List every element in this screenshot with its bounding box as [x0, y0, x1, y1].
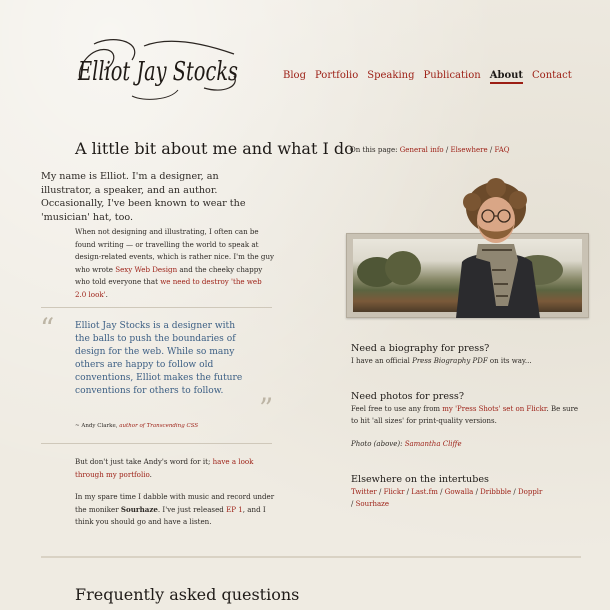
samantha-cliffe-link[interactable]: Samantha Cliffe: [404, 440, 462, 448]
separator: /: [511, 488, 519, 496]
portfolio-link[interactable]: have a look through my portfolio: [75, 457, 254, 479]
intro-paragraph: My name is Elliot. I'm a designer, an illustrator, a speaker, and an author. Occasionally, I've been known to wear the 'musician' hat, too.: [41, 171, 246, 223]
writing-text-2: and the cheeky chappy who told everyone that: [75, 264, 263, 287]
logo-text: Elliot Jay Stocks: [77, 57, 238, 87]
sourhaze-link[interactable]: Sourhaze: [355, 500, 389, 508]
nav-contact[interactable]: Contact: [532, 70, 572, 81]
jump-general-info[interactable]: General info: [399, 146, 444, 154]
faq-heading: Frequently asked questions: [75, 585, 300, 604]
separator: /: [443, 146, 451, 154]
biography-text-2: on its way...: [487, 357, 532, 365]
press-photos-text: [351, 403, 586, 427]
jump-elsewhere[interactable]: Elsewhere: [450, 146, 488, 154]
elsewhere-links: [351, 486, 586, 510]
press-photos-text-1: Feel free to use any from: [351, 405, 443, 413]
portrait-person: [452, 178, 542, 318]
music-text-3: , and I think you should go and have a listen.: [75, 504, 266, 527]
separator: /: [487, 146, 495, 154]
separator: /: [351, 500, 356, 508]
photo-credit: [351, 438, 586, 450]
separator: /: [376, 488, 384, 496]
lastfm-link[interactable]: Last.fm: [411, 488, 438, 496]
person-illustration-icon: [452, 178, 542, 318]
press-biography-pdf: Press Biography PDF: [412, 357, 488, 365]
separator: /: [404, 488, 412, 496]
biography-text-1: I have an official: [351, 357, 413, 365]
logo-script-icon: [74, 36, 242, 102]
flickr-link[interactable]: Flickr: [383, 488, 405, 496]
portfolio-text-2: .: [149, 469, 152, 479]
writing-text-1: When not designing and illustrating, I often can be found writing — or travelling the world to speak at design-related events, which is rather nice. I'm the guy who wrote: [75, 227, 275, 274]
section-divider: [41, 556, 581, 558]
music-text-1: In my spare time I dabble with music and record under the moniker: [75, 492, 275, 514]
photo-credit-label: Photo (above):: [351, 440, 405, 448]
gowalla-link[interactable]: Gowalla: [444, 488, 474, 496]
press-photos-heading: Need photos for press?: [351, 391, 464, 402]
writing-paragraph: [75, 226, 275, 302]
flickr-press-shots-link[interactable]: my 'Press Shots' set on Flickr: [442, 405, 547, 413]
quote-citation: [75, 423, 198, 429]
tree-shape: [385, 251, 421, 285]
separator: /: [437, 488, 445, 496]
dribbble-link[interactable]: Dribbble: [480, 488, 512, 496]
sourhaze-name: Sourhaze: [120, 504, 158, 514]
music-text-2: . I've just released: [157, 504, 227, 514]
close-quote-icon: ”: [259, 392, 274, 425]
on-this-page-nav: [350, 146, 510, 154]
press-photos-text-2: . Be sure to hit 'all sizes' for print-quality versions.: [351, 405, 579, 425]
transcending-css-link[interactable]: author of Transcending CSS: [119, 423, 199, 429]
nav-publication[interactable]: Publication: [423, 70, 481, 81]
dopplr-link[interactable]: Dopplr: [518, 488, 543, 496]
citation-name: ~ Andy Clarke,: [75, 423, 120, 429]
divider: [41, 307, 272, 308]
ep1-link[interactable]: EP 1: [226, 504, 243, 514]
testimonial-quote: Elliot Jay Stocks is a designer with the balls to push the boundaries of design for the web. While so many others are happy to follow old conventions, Elliot makes the future conventions for others to follow.: [75, 321, 243, 396]
writing-text-3: .: [105, 289, 108, 299]
divider: [41, 443, 272, 444]
music-paragraph: [75, 491, 275, 529]
elsewhere-heading: Elsewhere on the intertubes: [351, 474, 489, 485]
nav-about[interactable]: About: [490, 70, 523, 84]
open-quote-icon: “: [40, 312, 55, 345]
biography-text: [351, 355, 586, 367]
main-nav: [283, 70, 572, 84]
biography-heading: Need a biography for press?: [351, 343, 490, 354]
separator: /: [473, 488, 481, 496]
nav-blog[interactable]: Blog: [283, 70, 306, 81]
nav-speaking[interactable]: Speaking: [367, 70, 415, 81]
portfolio-paragraph: [75, 456, 275, 481]
portfolio-text-1: But don't just take Andy's word for it;: [75, 457, 213, 466]
site-logo[interactable]: [74, 36, 242, 102]
twitter-link[interactable]: Twitter: [351, 488, 377, 496]
nav-portfolio[interactable]: Portfolio: [314, 70, 359, 81]
on-this-page-label: On this page:: [350, 146, 400, 154]
destroy-web20-link[interactable]: we need to destroy 'the web 2.0 look': [75, 277, 262, 299]
sexy-web-design-link[interactable]: Sexy Web Design: [115, 264, 178, 274]
page-title: A little bit about me and what I do: [75, 139, 354, 158]
jump-faq[interactable]: FAQ: [494, 146, 510, 154]
